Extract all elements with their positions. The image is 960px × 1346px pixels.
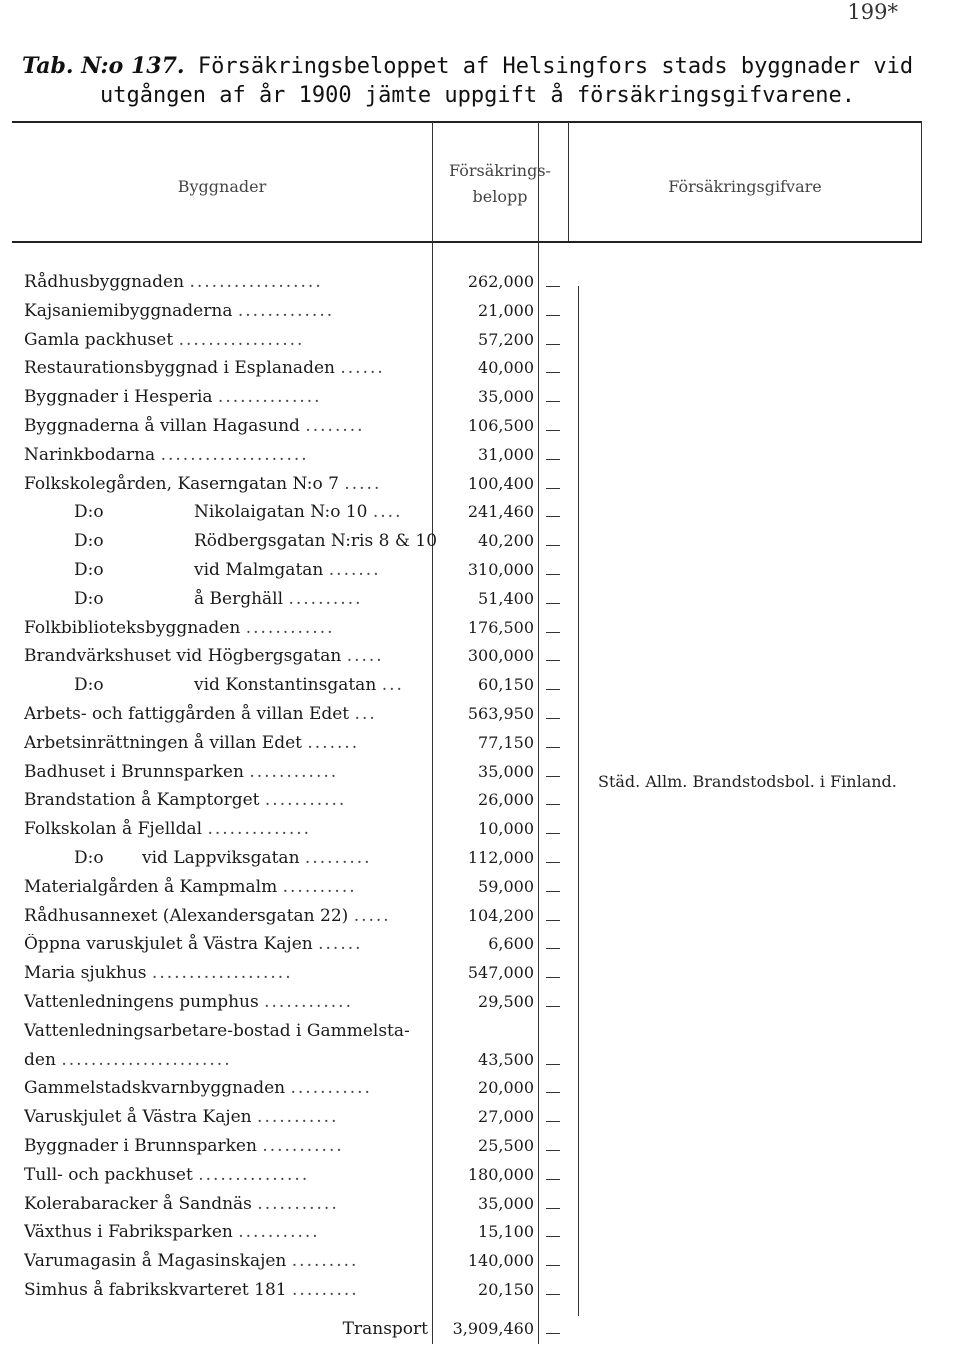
transport-label: Transport xyxy=(342,1319,428,1339)
table-row xyxy=(0,358,960,386)
insurance-amount: 241,460 xyxy=(467,502,534,522)
building-name-text: Simhus å fabrikskvarteret 181 xyxy=(24,1280,287,1300)
table-row xyxy=(0,704,960,732)
insurance-amount: 112,000 xyxy=(467,848,534,867)
leader-dots: .................. xyxy=(189,272,323,292)
building-name-text: Gammelstadskvarnbyggnaden xyxy=(24,1078,286,1099)
table-row xyxy=(0,445,960,473)
leader-dots: ........ xyxy=(305,416,365,436)
building-name-text: Växthus i Fabriksparken xyxy=(24,1222,233,1243)
insurer-name: Städ. Allm. Brandstodsbol. i Finland. xyxy=(598,772,897,791)
insurance-amount: 140,000 xyxy=(467,1251,534,1271)
table-row xyxy=(0,934,960,962)
table-row xyxy=(0,531,960,559)
building-name xyxy=(24,1107,438,1127)
ditto-dash xyxy=(546,603,560,604)
building-name-text: Narinkbodarna xyxy=(24,444,156,465)
leader-dots: ........... xyxy=(257,1107,339,1128)
table-row xyxy=(0,790,960,818)
ditto-dash xyxy=(546,1150,560,1151)
ditto-mark: D:o xyxy=(74,531,104,552)
table-row xyxy=(0,301,960,329)
building-name xyxy=(74,589,438,609)
insurance-amount: 77,150 xyxy=(478,732,534,752)
ditto-dash xyxy=(546,344,560,345)
building-name-text: Rådhusbyggnaden xyxy=(24,272,185,292)
table-row xyxy=(0,502,960,530)
building-name xyxy=(24,416,438,436)
building-name-text: vid Malmgatan xyxy=(194,560,324,580)
insurance-amount: 100,400 xyxy=(467,473,534,493)
table-row xyxy=(0,560,960,588)
leader-dots: .......... xyxy=(288,588,363,609)
building-name-text: Tull- och packhuset xyxy=(24,1164,193,1185)
leader-dots: .............. xyxy=(207,819,312,840)
insurance-amount: 25,500 xyxy=(478,1136,534,1155)
building-name xyxy=(24,992,438,1012)
building-name-text: Brandstation å Kamptorget xyxy=(24,790,260,811)
ditto-dash xyxy=(546,1294,560,1295)
ditto-dash xyxy=(546,1265,560,1266)
table-row xyxy=(0,733,960,761)
building-name xyxy=(24,1165,438,1185)
insurance-amount: 176,500 xyxy=(467,617,534,637)
header-amount-line-2: belopp xyxy=(472,187,528,206)
building-name-text: Kolerabaracker å Sandnäs xyxy=(24,1193,252,1214)
ditto-dash xyxy=(546,286,560,287)
transport-dash xyxy=(546,1333,560,1334)
building-name-text: Öppna varuskjulet å Västra Kajen xyxy=(24,934,313,955)
top-rule xyxy=(12,121,922,123)
building-name-text: Folkbiblioteksbyggnaden xyxy=(24,617,241,638)
header-buildings: Byggnader xyxy=(177,177,267,196)
building-name-text: Badhuset i Brunnsparken xyxy=(24,761,244,782)
building-name xyxy=(74,675,438,695)
building-name-text: Byggnaderna å villan Hagasund xyxy=(24,416,300,436)
building-name-text: Varumagasin å Magasinskajen xyxy=(24,1251,287,1272)
ditto-dash xyxy=(546,948,560,949)
insurance-amount: 57,200 xyxy=(478,329,534,349)
leader-dots: ....... xyxy=(328,560,381,580)
insurance-amount: 104,200 xyxy=(467,905,534,925)
insurance-amount: 43,500 xyxy=(478,1049,534,1069)
table-row xyxy=(0,992,960,1020)
leader-dots: ................. xyxy=(178,329,305,350)
insurance-amount: 15,100 xyxy=(478,1222,534,1242)
leader-dots: ........... xyxy=(238,1222,320,1243)
building-name xyxy=(24,272,438,292)
leader-dots: ............ xyxy=(245,617,335,638)
insurance-amount: 35,000 xyxy=(478,387,534,407)
ditto-dash xyxy=(546,401,560,402)
header-amount-line-1: Försäkrings- xyxy=(449,161,551,180)
building-name-text: Restaurationsbyggnad i Esplanaden xyxy=(24,358,335,379)
title-line-1: Försäkringsbeloppet af Helsingfors stads byggnader vid xyxy=(197,54,914,79)
table-row xyxy=(0,474,960,502)
building-name xyxy=(24,819,438,839)
table-row xyxy=(0,675,960,703)
ditto-dash xyxy=(546,747,560,748)
header-rule xyxy=(12,241,922,243)
ditto-dash xyxy=(546,1092,560,1093)
leader-dots: .............. xyxy=(217,387,322,408)
ditto-dash xyxy=(546,718,560,719)
insurance-amount: 21,000 xyxy=(478,300,534,320)
leader-dots: ..... xyxy=(353,905,391,926)
ditto-mark: D:o xyxy=(74,502,104,523)
table-row xyxy=(0,1280,960,1308)
building-name-text: vid Konstantinsgatan xyxy=(194,675,377,696)
ditto-dash xyxy=(546,315,560,316)
ditto-mark: D:o xyxy=(74,848,104,868)
leader-dots: ......... xyxy=(291,1251,359,1272)
table-row xyxy=(0,1222,960,1250)
table-row xyxy=(0,848,960,876)
building-name-text: Vattenledningens pumphus xyxy=(24,992,259,1012)
leader-dots: ............. xyxy=(237,300,335,321)
building-name-text: Folkskolan å Fjelldal xyxy=(24,819,203,840)
leader-dots: ... xyxy=(381,675,404,696)
building-name-text: Maria sjukhus xyxy=(24,963,147,984)
building-name-text: Byggnader i Hesperia xyxy=(24,387,213,408)
insurance-amount: 262,000 xyxy=(467,272,534,291)
page-number: 199* xyxy=(847,0,898,24)
ditto-dash xyxy=(546,632,560,633)
insurance-amount: 547,000 xyxy=(467,963,534,983)
table-row xyxy=(0,1165,960,1193)
leader-dots: ........... xyxy=(290,1078,372,1099)
table-row xyxy=(0,1136,960,1164)
building-name xyxy=(24,387,438,407)
insurance-amount: 300,000 xyxy=(467,646,534,666)
insurance-amount: 35,000 xyxy=(478,1193,534,1213)
table-row xyxy=(0,877,960,905)
insurance-amount: 59,000 xyxy=(478,876,534,896)
ditto-mark: D:o xyxy=(74,560,104,580)
transport-amount: 3,909,460 xyxy=(452,1319,534,1338)
ditto-dash xyxy=(546,660,560,661)
right-border xyxy=(921,122,922,241)
building-name xyxy=(24,704,438,724)
building-name xyxy=(24,618,438,638)
ditto-dash xyxy=(546,545,560,546)
insurance-amount: 31,000 xyxy=(478,444,534,464)
building-name xyxy=(24,1222,438,1242)
building-name-text: Arbets- och fattiggården å villan Edet xyxy=(24,704,350,724)
ditto-dash xyxy=(546,1064,560,1065)
ditto-dash xyxy=(546,516,560,517)
building-name xyxy=(74,560,438,580)
ditto-dash xyxy=(546,833,560,834)
ditto-dash xyxy=(546,891,560,892)
table-title xyxy=(22,52,922,110)
building-name xyxy=(74,848,438,868)
building-name-text: Arbetsinrättningen å villan Edet xyxy=(24,732,302,753)
table-row xyxy=(0,330,960,358)
building-name xyxy=(24,1251,438,1271)
ditto-dash xyxy=(546,977,560,978)
leader-dots: ..... xyxy=(346,646,384,667)
ditto-dash xyxy=(546,488,560,489)
table-row xyxy=(0,416,960,444)
building-name xyxy=(74,502,438,522)
building-name-text: Byggnader i Brunnsparken xyxy=(24,1136,257,1156)
ditto-dash xyxy=(546,1006,560,1007)
building-name xyxy=(24,1280,438,1300)
building-name xyxy=(24,1136,438,1156)
building-name-text: å Berghäll xyxy=(194,588,284,609)
insurance-amount: 51,400 xyxy=(478,588,534,608)
building-name-text: Varuskjulet å Västra Kajen xyxy=(24,1107,252,1128)
table-row xyxy=(0,1078,960,1106)
building-name-text: Materialgården å Kampmalm xyxy=(24,876,278,897)
insurance-amount: 106,500 xyxy=(467,416,534,435)
building-name xyxy=(74,531,438,551)
ditto-mark: D:o xyxy=(74,588,104,609)
insurance-amount: 6,600 xyxy=(488,934,534,954)
insurance-amount: 310,000 xyxy=(467,560,534,579)
leader-dots: ........... xyxy=(262,1136,344,1156)
ditto-dash xyxy=(546,459,560,460)
insurance-amount: 29,500 xyxy=(478,992,534,1011)
ditto-dash xyxy=(546,776,560,777)
building-name xyxy=(24,963,438,983)
ditto-dash xyxy=(546,574,560,575)
building-name xyxy=(24,934,438,954)
table-row xyxy=(0,1107,960,1135)
table-reference: Tab. N:o 137. xyxy=(22,53,185,79)
table-row xyxy=(0,646,960,674)
ditto-dash xyxy=(546,1121,560,1122)
insurance-amount: 26,000 xyxy=(478,790,534,810)
table-row xyxy=(0,819,960,847)
leader-dots: .................... xyxy=(160,444,309,465)
leader-dots: .... xyxy=(372,502,403,523)
ditto-dash xyxy=(546,430,560,431)
building-name xyxy=(24,1194,438,1214)
leader-dots: ............ xyxy=(264,992,353,1012)
building-name-text: den xyxy=(24,1049,56,1070)
table-row xyxy=(0,1251,960,1279)
ditto-dash xyxy=(546,1236,560,1237)
leader-dots: ......... xyxy=(304,848,372,868)
ditto-dash xyxy=(546,1179,560,1180)
header-insurer: Försäkringsgifvare xyxy=(668,177,822,196)
building-name-text: Rådhusannexet (Alexandersgatan 22) xyxy=(24,905,349,926)
building-name xyxy=(24,1021,438,1041)
building-name xyxy=(24,358,438,378)
building-name xyxy=(24,1050,438,1070)
leader-dots: ...... xyxy=(340,358,385,379)
leader-dots: ................... xyxy=(151,963,293,984)
building-name xyxy=(24,762,438,782)
table-row xyxy=(0,589,960,617)
leader-dots: ......... xyxy=(292,1280,359,1300)
ditto-dash xyxy=(546,689,560,690)
insurer-brace xyxy=(578,286,585,1316)
building-name xyxy=(24,877,438,897)
ditto-dash xyxy=(546,862,560,863)
leader-dots: ............... xyxy=(198,1164,310,1185)
ditto-dash xyxy=(546,920,560,921)
building-name xyxy=(24,790,438,810)
table-row xyxy=(0,1021,960,1049)
building-name xyxy=(24,330,438,350)
leader-dots: ..... xyxy=(344,473,382,494)
insurance-amount: 60,150 xyxy=(478,675,534,695)
leader-dots: ....................... xyxy=(61,1049,232,1070)
leader-dots: ....... xyxy=(307,732,360,753)
building-name-text: Vattenledningsarbetare-bostad i Gammelsta- xyxy=(24,1020,410,1041)
insurance-amount: 27,000 xyxy=(478,1107,534,1127)
table-row xyxy=(0,618,960,646)
building-name xyxy=(24,301,438,321)
building-name-text: Kajsaniemibyggnaderna xyxy=(24,300,233,321)
ditto-mark: D:o xyxy=(74,675,104,696)
building-name xyxy=(24,1078,438,1098)
insurance-amount: 10,000 xyxy=(478,819,534,839)
insurance-amount: 20,150 xyxy=(478,1280,534,1299)
header-amount xyxy=(433,158,567,210)
building-name-text: Folkskolegården, Kaserngatan N:o 7 xyxy=(24,473,339,494)
table-row xyxy=(0,1194,960,1222)
table-row xyxy=(0,1050,960,1078)
leader-dots: ........... xyxy=(264,790,347,811)
building-name xyxy=(24,474,438,494)
building-name xyxy=(24,733,438,753)
insurance-amount: 35,000 xyxy=(478,761,534,781)
insurance-amount: 563,950 xyxy=(467,704,534,723)
leader-dots: ... xyxy=(354,704,377,724)
insurance-amount: 40,000 xyxy=(478,358,534,378)
table-row xyxy=(0,272,960,300)
building-name xyxy=(24,445,438,465)
building-name-text: Gamla packhuset xyxy=(24,329,174,350)
ditto-dash xyxy=(546,1208,560,1209)
building-name-text: Nikolaigatan N:o 10 xyxy=(194,502,368,523)
building-name xyxy=(24,646,438,666)
ditto-dash xyxy=(546,372,560,373)
insurance-amount: 20,000 xyxy=(478,1078,534,1098)
leader-dots: ........... xyxy=(257,1193,339,1214)
table-row xyxy=(0,963,960,991)
building-name-text: Brandvärkshuset vid Högbergsgatan xyxy=(24,646,342,667)
insurance-amount: 180,000 xyxy=(467,1164,534,1184)
ditto-dash xyxy=(546,804,560,805)
building-name xyxy=(24,906,438,926)
leader-dots: .......... xyxy=(282,876,357,897)
table-row xyxy=(0,387,960,415)
building-name-text: vid Lappviksgatan xyxy=(142,848,300,868)
insurance-amount: 40,200 xyxy=(478,531,534,551)
building-name-text: Rödbergsgatan N:ris 8 & 10 xyxy=(194,531,438,552)
leader-dots: ............ xyxy=(249,761,339,782)
leader-dots: ...... xyxy=(318,934,363,955)
table-row xyxy=(0,906,960,934)
title-line-2: utgången af år 1900 jämte uppgift å försäkringsgifvarene. xyxy=(100,83,855,108)
